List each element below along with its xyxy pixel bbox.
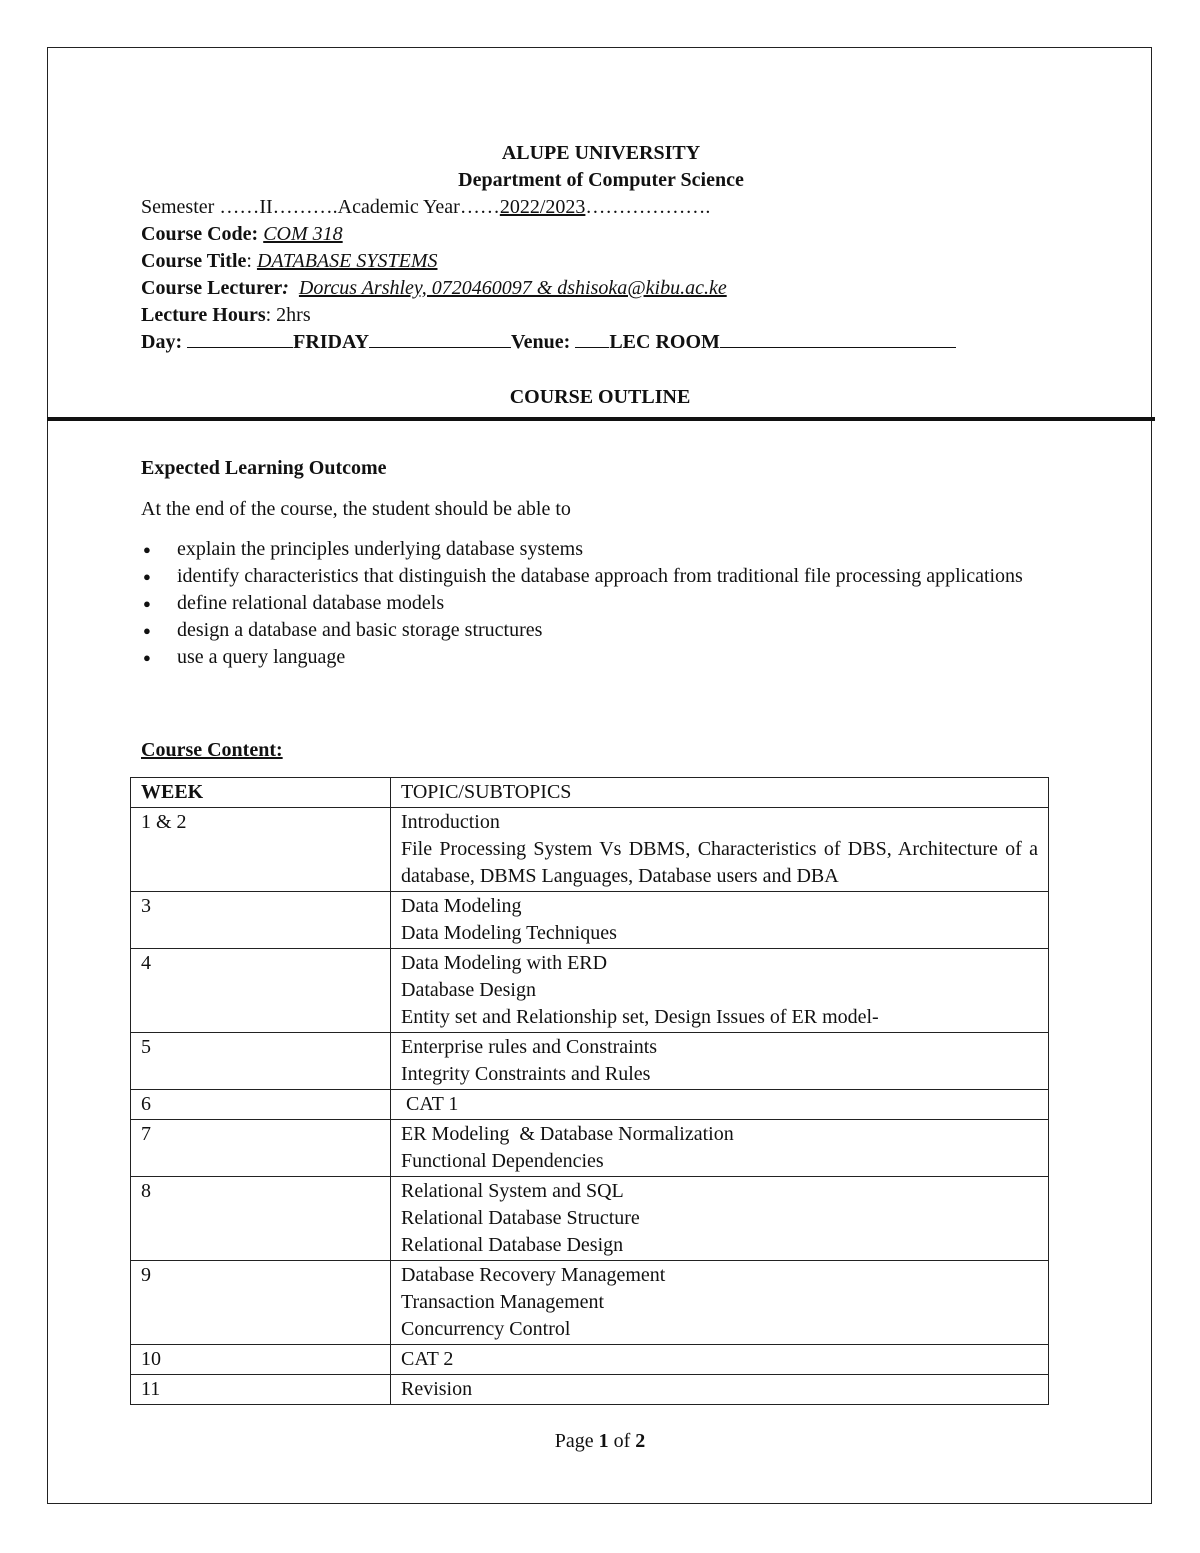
- topic-line: Relational Database Structure: [401, 1207, 640, 1229]
- university-name: ALUPE UNIVERSITY: [501, 142, 701, 164]
- topic-line: Integrity Constraints and Rules: [401, 1063, 651, 1085]
- outcome-item: ● design a database and basic storage structures: [141, 617, 1071, 644]
- table-row: [131, 1375, 1049, 1405]
- table-row: [131, 808, 1049, 892]
- outcomes-section: [141, 455, 1071, 671]
- semester-line: [141, 194, 1061, 221]
- venue-label: Venue:: [511, 331, 571, 353]
- semester-fill-2: ……….: [272, 196, 338, 218]
- topic-line: ER Modeling & Database Normalization: [401, 1123, 734, 1145]
- course-code-line: [141, 221, 1061, 248]
- page-of-label: of: [613, 1430, 631, 1452]
- topics-cell: [391, 808, 1049, 892]
- day-blank-1: [187, 329, 293, 348]
- course-lecturer-value: Dorcus Arshley, 0720460097 & dshisoka@kibu.ac.ke: [298, 277, 727, 299]
- day-value: FRIDAY: [293, 331, 370, 353]
- column-header-topics: TOPIC/SUBTOPICS: [391, 778, 1049, 808]
- venue-blank-1: [575, 329, 609, 348]
- academic-year-fill-2: ……………….: [585, 196, 711, 218]
- topics-cell: [391, 1177, 1049, 1261]
- topic-line: Transaction Management: [401, 1291, 605, 1313]
- topic-line: Data Modeling with ERD: [401, 952, 608, 974]
- outcome-item: ● identify characteristics that distinguish the database approach from traditional file processing applications: [141, 563, 1071, 590]
- week-cell: 7: [131, 1120, 391, 1177]
- topics-cell: [391, 1345, 1049, 1375]
- topic-line: Concurrency Control: [401, 1318, 571, 1340]
- topic-line: CAT 2: [401, 1348, 454, 1370]
- topic-line: Database Recovery Management: [401, 1264, 666, 1286]
- academic-year-fill-1: ……: [459, 196, 500, 218]
- topic-line: CAT 1: [401, 1093, 459, 1115]
- topic-line: Relational System and SQL: [401, 1180, 624, 1202]
- topic-line: Relational Database Design: [401, 1234, 624, 1256]
- topic-line: Enterprise rules and Constraints: [401, 1036, 658, 1058]
- topics-cell: [391, 892, 1049, 949]
- week-cell: 11: [131, 1375, 391, 1405]
- course-title-value: DATABASE SYSTEMS: [256, 250, 438, 272]
- course-header: [141, 140, 1061, 356]
- course-content-heading: Course Content:: [141, 739, 283, 761]
- course-lecturer-label: Course Lecturer: [141, 277, 283, 299]
- department-name: Department of Computer Science: [458, 169, 744, 191]
- week-cell: 5: [131, 1033, 391, 1090]
- table-row: [131, 892, 1049, 949]
- academic-year-label: Academic Year: [337, 196, 460, 218]
- course-title-label: Course Title: [141, 250, 247, 272]
- topic-line: Entity set and Relationship set, Design Issues of ER model-: [401, 1006, 879, 1028]
- venue-value: LEC ROOM: [609, 331, 720, 353]
- course-lecturer-line: Course Lecturer: Dorcus Arshley, 0720460097 & dshisoka@kibu.ac.ke: [141, 277, 727, 299]
- topics-cell: [391, 1375, 1049, 1405]
- table-header-row: [131, 778, 1049, 808]
- table-row: [131, 1345, 1049, 1375]
- course-code-value: COM 318: [263, 223, 343, 245]
- week-cell: 8: [131, 1177, 391, 1261]
- page-total: 2: [635, 1430, 646, 1452]
- table-row: [131, 1120, 1049, 1177]
- table-row: [131, 1177, 1049, 1261]
- topic-line: File Processing System Vs DBMS, Characteristics of DBS, Architecture of a database, DBMS Languages, Database users and DBA: [401, 838, 1038, 887]
- topic-line: Database Design: [401, 979, 536, 1001]
- topic-line: Data Modeling: [401, 895, 522, 917]
- header-divider: [47, 417, 1155, 421]
- outcomes-heading: Expected Learning Outcome: [141, 457, 387, 479]
- topic-line: Data Modeling Techniques: [401, 922, 617, 944]
- course-content-table: [130, 777, 1049, 1405]
- day-label: Day:: [141, 331, 183, 353]
- lecture-hours-label: Lecture Hours: [141, 304, 266, 326]
- topics-cell: [391, 1090, 1049, 1120]
- semester-fill-1: ……: [219, 196, 260, 218]
- topics-cell: [391, 1033, 1049, 1090]
- semester-label: Semester: [141, 196, 215, 218]
- topic-line: Revision: [401, 1378, 473, 1400]
- page-footer: [0, 1430, 1200, 1453]
- week-cell: 10: [131, 1345, 391, 1375]
- outcome-item: ● define relational database models: [141, 590, 1071, 617]
- table-row: [131, 949, 1049, 1033]
- outcome-item: ● use a query language: [141, 644, 1071, 671]
- day-blank-2: [369, 329, 511, 348]
- table-row: [131, 1033, 1049, 1090]
- academic-year-value: 2022/2023: [499, 196, 586, 218]
- topics-cell: [391, 1261, 1049, 1345]
- topics-cell: [391, 1120, 1049, 1177]
- page-current: 1: [598, 1430, 609, 1452]
- venue-blank-2: [720, 329, 956, 348]
- column-header-week: WEEK: [131, 778, 391, 808]
- page-label: Page: [554, 1430, 594, 1452]
- week-cell: 4: [131, 949, 391, 1033]
- week-cell: 1 & 2: [131, 808, 391, 892]
- lecture-hours-value: 2hrs: [276, 304, 311, 326]
- lecture-hours-line: Lecture Hours: 2hrs: [141, 304, 311, 326]
- semester-value: II: [259, 196, 273, 218]
- course-code-label: Course Code:: [141, 223, 259, 245]
- day-venue-line: [141, 329, 1061, 356]
- week-cell: 9: [131, 1261, 391, 1345]
- topic-line: Functional Dependencies: [401, 1150, 604, 1172]
- table-row: [131, 1261, 1049, 1345]
- week-cell: 6: [131, 1090, 391, 1120]
- outcomes-list: [141, 536, 1071, 671]
- outcomes-intro: At the end of the course, the student should be able to: [141, 498, 571, 520]
- course-outline-title: COURSE OUTLINE: [509, 386, 691, 408]
- table-row: [131, 1090, 1049, 1120]
- course-title-line: Course Title: DATABASE SYSTEMS: [141, 250, 438, 272]
- outcome-item: ● explain the principles underlying database systems: [141, 536, 1071, 563]
- week-cell: 3: [131, 892, 391, 949]
- topic-line: Introduction: [401, 811, 500, 833]
- topics-cell: [391, 949, 1049, 1033]
